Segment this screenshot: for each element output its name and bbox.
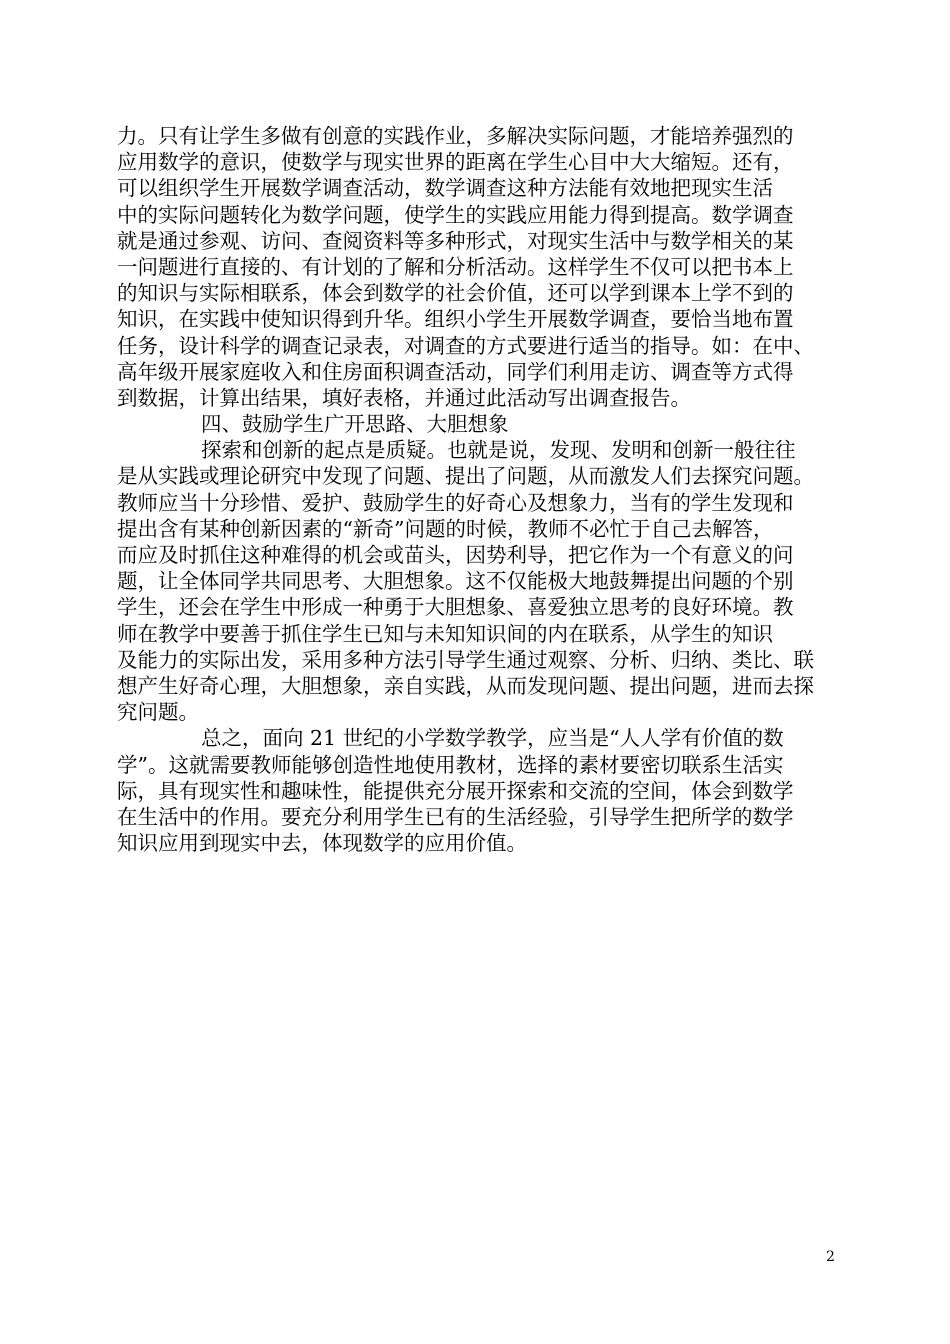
text-line: 高年级开展家庭收入和住房面积调查活动，同学们利用走访、调查等方式得	[117, 359, 794, 384]
text-line: 及能力的实际出发，采用多种方法引导学生通过观察、分析、归纳、类比、联	[117, 647, 814, 672]
text-line: 探索和创新的起点是质疑。也就是说，发现、发明和创新一般往往	[201, 438, 796, 463]
text-line: 在生活中的作用。要充分利用学生已有的生活经验，引导学生把所学的数学	[117, 804, 794, 829]
text-line: 一问题进行直接的、有计划的了解和分析活动。这样学生不仅可以把书本上	[117, 254, 794, 279]
text-line: 总之，面向 21 世纪的小学数学教学，应当是“人人学有价值的数	[201, 726, 784, 751]
text-line: 的知识与实际相联系，体会到数学的社会价值，还可以学到课本上学不到的	[117, 281, 794, 306]
text-line: 想产生好奇心理，大胆想象，亲自实践，从而发现问题、提出问题，进而去探	[117, 673, 814, 698]
text-line: 力。只有让学生多做有创意的实践作业，多解决实际问题，才能培养强烈的	[117, 124, 794, 148]
text-line: 中的实际问题转化为数学问题，使学生的实践应用能力得到提高。数学调查	[117, 202, 794, 227]
text-line: 知识，在实践中使知识得到升华。组织小学生开展数学调查，要恰当地布置	[117, 307, 794, 332]
text-line: 知识应用到现实中去，体现数学的应用价值。	[117, 831, 527, 856]
page-number: 2	[826, 1249, 835, 1265]
text-line: 应用数学的意识，使数学与现实世界的距离在学生心目中大大缩短。还有，	[117, 150, 794, 175]
text-line: 学生，还会在学生中形成一种勇于大胆想象、喜爱独立思考的良好环境。教	[117, 595, 794, 620]
text-line: 师在教学中要善于抓住学生已知与未知知识间的内在联系，从学生的知识	[117, 621, 773, 646]
text-line: 到数据，计算出结果，填好表格，并通过此活动写出调查报告。	[117, 385, 691, 410]
text-line: 可以组织学生开展数学调查活动，数学调查这种方法能有效地把现实生活	[117, 176, 773, 201]
text-line: 四、鼓励学生广开思路、大胆想象	[201, 412, 509, 437]
text-line: 际，具有现实性和趣味性，能提供充分展开探索和交流的空间，体会到数学	[117, 778, 794, 803]
text-line: 题，让全体同学共同思考、大胆想象。这不仅能极大地鼓舞提出问题的个别	[117, 569, 794, 594]
text-line: 教师应当十分珍惜、爱护、鼓励学生的好奇心及想象力，当有的学生发现和	[117, 490, 794, 515]
text-line: 而应及时抓住这种难得的机会或苗头，因势利导，把它作为一个有意义的问	[117, 543, 794, 567]
text-line: 就是通过参观、访问、查阅资料等多种形式，对现实生活中与数学相关的某	[117, 228, 794, 253]
text-line: 究问题。	[117, 700, 199, 725]
body-text	[117, 123, 847, 856]
text-line: 学”。这就需要教师能够创造性地使用教材，选择的素材要密切联系生活实	[117, 752, 784, 777]
text-line: 是从实践或理论研究中发现了问题、提出了问题，从而激发人们去探究问题。	[117, 464, 814, 489]
text-line: 任务，设计科学的调查记录表，对调查的方式要进行适当的指导。如：在中、	[117, 333, 814, 358]
text-line: 提出含有某种创新因素的“新奇”问题的时候，教师不必忙于自己去解答，	[117, 516, 774, 541]
